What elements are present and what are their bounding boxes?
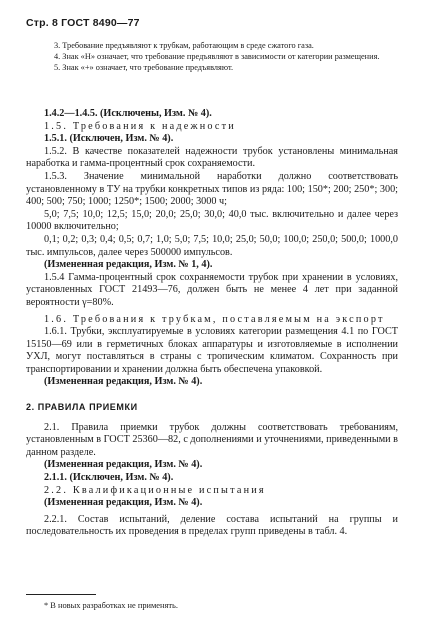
para-1-5-1: 1.5.1. (Исключен, Изм. № 4). [44,133,174,145]
page-header: Стр. 8 ГОСТ 8490—77 [26,17,140,29]
note-3: 3. Требование предъявляют к трубкам, работающим в среде сжатого газа. [54,41,314,50]
section-title-2: 2. ПРАВИЛА ПРИЕМКИ [26,402,138,413]
footnote-divider [26,594,96,595]
para-1-6-1: 1.6.1. Трубки, эксплуатируемые в условиях категории размещения 4.1 по ГОСТ 15150—69 или в герметичных блоках аппаратуры и изготовляемые в исполнении УХЛ, могут поставляться в страны с тропическим климатом. Сохранность при транспортировании и хранении должна быть обеспечена упаковкой. [26,326,398,375]
para-1-4-2: 1.4.2—1.4.5. (Исключены, Изм. № 4). [44,108,212,119]
para-2-2-1: 2.2.1. Состав испытаний, деление состава испытаний на группы и последовательность их проведения в пределах групп приведены в табл. 4. [26,513,398,538]
heading-2-2: 2.2. Квалификационные испытания [44,484,266,496]
heading-1-6: 1.6. Требования к трубкам, поставляемым на экспорт [44,313,385,325]
document-body [26,108,398,539]
para-1-5-2: 1.5.2. В качестве показателей надежности трубок установлены минимальная наработка и гамма-процентный срок сохраняемости. [26,145,398,170]
para-1-5-3-series-3: 0,1; 0,2; 0,3; 0,4; 0,5; 0,7; 1,0; 5,0; 7,5; 10,0; 25,0; 50,0; 100,0; 250,0; 500,0; 1000,0 тыс. импульсов, далее через 500000 импульсов. [26,233,398,258]
note-4: 4. Знак «Н» означает, что требование предъявляют в зависимости от категории размещения. [54,52,380,61]
edit-note-1: (Измененная редакция, Изм. № 1, 4). [44,259,213,271]
table-notes [44,40,396,73]
heading-1-5: 1.5. Требования к надежности [44,120,236,132]
para-1-5-3: 1.5.3. Значение минимальной наработки должно соответствовать установленному в ТУ на трубки конкретных типов из ряда: 100; 150*; 200; 250*; 300; 400; 500; 750; 1000; 1250*; 1500; 2000; 3000 ч; [26,170,398,208]
para-1-5-4: 1.5.4 Гамма-процентный срок сохраняемости трубок при хранении в условиях, установленных ГОСТ 21493—76, должен быть не менее 4 лет при заданной вероятности γ=80%. [26,271,398,308]
edit-note-2: (Измененная редакция, Изм. № 4). [44,376,203,388]
footnote: * В новых разработках не применять. [44,601,178,610]
edit-note-4: (Измененная редакция, Изм. № 4). [44,497,203,509]
para-2-1-1: 2.1.1. (Исключен, Изм. № 4). [44,472,174,484]
note-5: 5. Знак «+» означает, что требование предъявляют. [54,63,234,72]
edit-note-3: (Измененная редакция, Изм. № 4). [44,459,203,471]
para-1-5-3-series-2: 5,0; 7,5; 10,0; 12,5; 15,0; 20,0; 25,0; 30,0; 40,0 тыс. включительно и далее через 10000 включительно; [26,208,398,233]
para-2-1: 2.1. Правила приемки трубок должны соответствовать требованиям, установленным в ГОСТ 25360—82, с дополнениями и уточнениями, приведенными в данном разделе. [26,421,398,458]
